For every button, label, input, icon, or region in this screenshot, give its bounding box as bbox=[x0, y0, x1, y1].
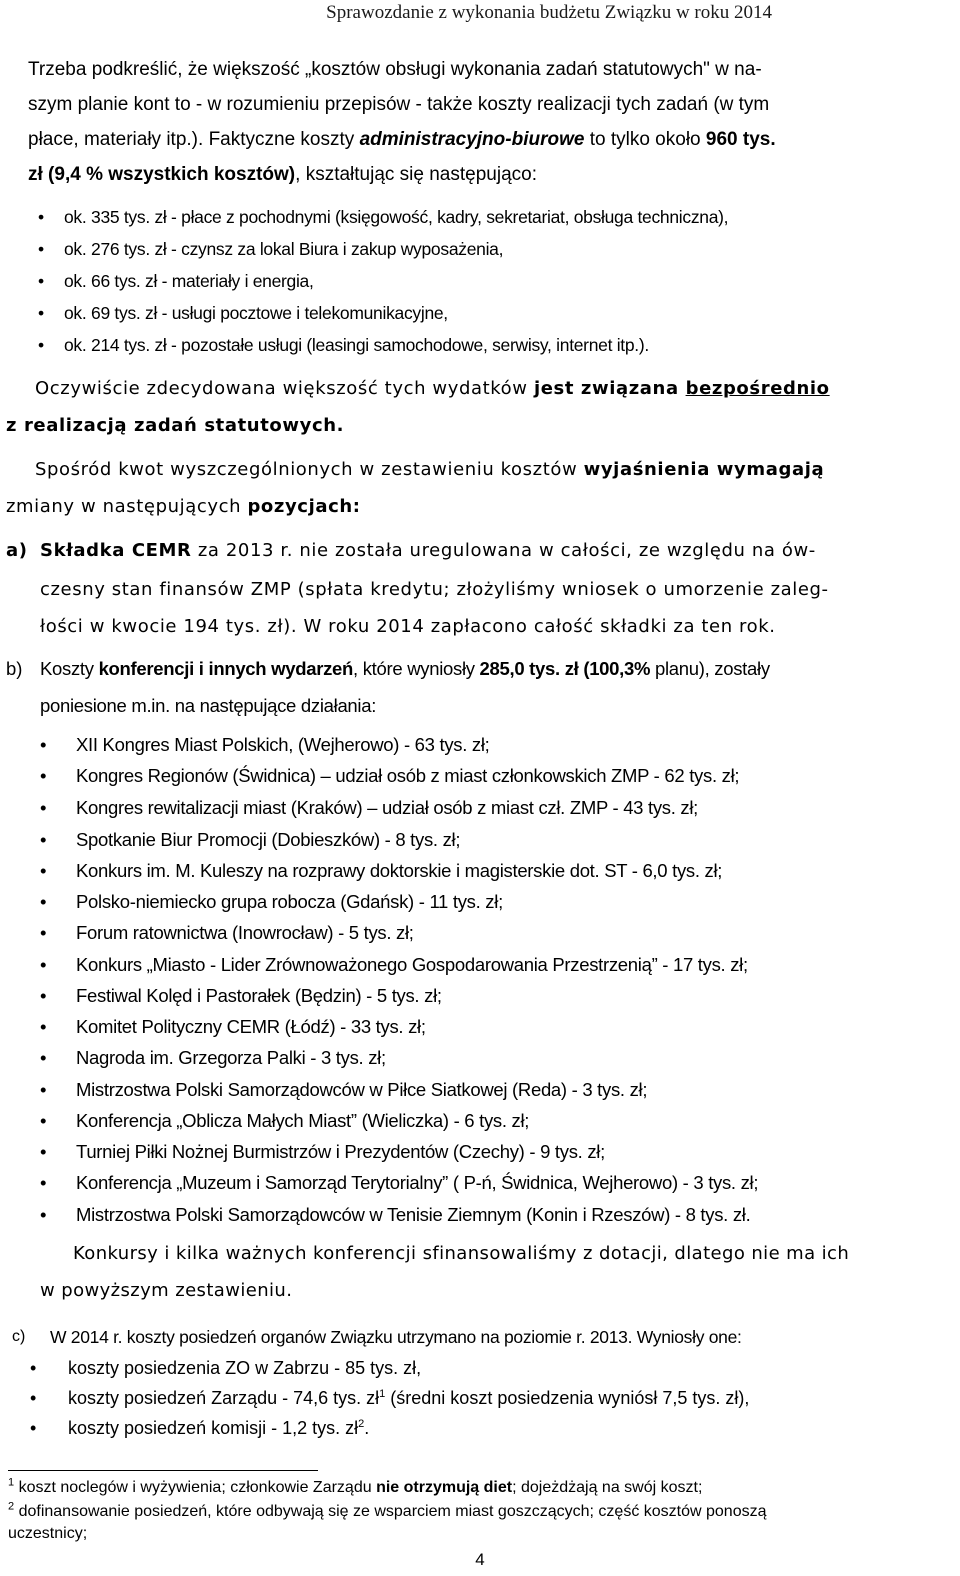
event-item: • Festiwal Kolęd i Pastorałek (Będzin) - 5 tys. zł; bbox=[40, 985, 442, 1006]
meeting-cost-text: koszty posiedzeń komisji - 1,2 tys. zł bbox=[68, 1418, 359, 1438]
cost-item: • ok. 69 tys. zł - usługi pocztowe i telekomunikacyjne, bbox=[38, 303, 448, 323]
konkursy-line-1: Konkursy i kilka ważnych konferencji sfinansowaliśmy z dotacji, dlatego nie ma ich bbox=[73, 1243, 850, 1264]
event-item: • Mistrzostwa Polski Samorządowców w Tenisie Ziemnym (Konin i Rzeszów) - 8 tys. zł. bbox=[40, 1204, 751, 1225]
footnote-number: 2 bbox=[8, 1500, 15, 1513]
footnote-text: dofinansowanie posiedzeń, które odbywają się ze wsparciem miast goszczących; część kosztów ponoszą bbox=[14, 1503, 767, 1520]
cost-item-text: ok. 276 tys. zł - czynsz za lokal Biura i zakup wyposażenia, bbox=[64, 239, 504, 259]
running-header bbox=[0, 0, 960, 24]
meeting-cost-item: • koszty posiedzeń Zarządu - 74,6 tys. $zł^1$ (średni koszt posiedzenia wyniósł 7,5 tys. zł), bbox=[30, 1388, 750, 1408]
event-text: Festiwal Kolęd i Pastorałek (Będzin) - 5 tys. zł; bbox=[76, 985, 442, 1006]
footnote-2 bbox=[8, 1501, 948, 1523]
intro-amount: zł (9,4 % bbox=[28, 164, 109, 185]
running-header-text: Sprawozdanie z wykonania budżetu Związku w roku 2014 bbox=[326, 2, 772, 23]
intro-text: płace, materiały itp.). Faktyczne koszty bbox=[28, 129, 360, 150]
footnote-number: 1 bbox=[8, 1476, 15, 1489]
item-b-amount: 285,0 tys. zł (100,3% bbox=[479, 658, 651, 679]
event-item: • XII Kongres Miast Polskich, (Wejherowo) - 63 tys. zł; bbox=[40, 734, 490, 755]
event-text: XII Kongres Miast Polskich, (Wejherowo) - 63 tys. zł; bbox=[76, 734, 490, 755]
event-text: Mistrzostwa Polski Samorządowców w Tenisie Ziemnym (Konin i Rzeszów) - 8 tys. zł. bbox=[76, 1204, 751, 1225]
item-c-label: c) bbox=[12, 1328, 26, 1345]
event-item: • Turniej Piłki Nożnej Burmistrzów i Prezydentów (Czechy) - 9 tys. zł; bbox=[40, 1141, 605, 1162]
footnote-text: koszt noclegów i wyżywienia; członkowie Zarządu bbox=[14, 1479, 377, 1496]
intro-text: , kształtując się następująco: bbox=[295, 164, 537, 185]
event-text: Komitet Polityczny CEMR (Łódź) - 33 tys. zł; bbox=[76, 1016, 426, 1037]
event-text: Konferencja „Oblicza Małych Miast” (Wieliczka) - 6 tys. zł; bbox=[76, 1110, 530, 1131]
item-c-text: W 2014 r. koszty posiedzeń organów Związku utrzymano na poziomie r. 2013. Wyniosły one: bbox=[50, 1327, 742, 1347]
meeting-cost-text: koszty posiedzeń Zarządu - 74,6 tys. zł bbox=[68, 1388, 380, 1408]
intro-line-4 bbox=[28, 159, 938, 191]
cost-item: • ok. 335 tys. zł - płace z pochodnymi (księgowość, kadry, sekretariat, obsługa techniczna), bbox=[38, 207, 729, 227]
event-text: Mistrzostwa Polski Samorządowców w Piłce Siatkowej (Reda) - 3 tys. zł; bbox=[76, 1079, 648, 1100]
para2-emphasis: jest związana bbox=[533, 378, 686, 399]
footnote-ref[interactable]: 1 bbox=[379, 1388, 386, 1400]
item-b-line-2: poniesione m.in. na następujące działania: bbox=[40, 695, 377, 716]
page-number: 4 bbox=[475, 1550, 485, 1569]
para2-text: Oczywiście zdecydowana większość tych wydatków bbox=[35, 378, 534, 399]
para3-emphasis: pozycjach: bbox=[247, 496, 361, 517]
cost-item-text: ok. 69 tys. zł - usługi pocztowe i telekomunikacyjne, bbox=[64, 303, 448, 323]
item-b-line-1 bbox=[40, 653, 955, 685]
intro-line-3 bbox=[28, 124, 938, 156]
event-item: • Kongres rewitalizacji miast (Kraków) – udział osób z miast czł. ZMP - 43 tys. zł; bbox=[40, 797, 699, 818]
event-item: • Mistrzostwa Polski Samorządowców w Piłce Siatkowej (Reda) - 3 tys. zł; bbox=[40, 1079, 648, 1100]
event-item: • Nagroda im. Grzegorza Palki - 3 tys. zł; bbox=[40, 1047, 386, 1068]
para3-line-2 bbox=[6, 491, 916, 523]
meeting-cost-text: (średni koszt posiedzenia wyniósł 7,5 tys. zł), bbox=[385, 1388, 750, 1408]
intro-emphasis: administracyjno-biurowe bbox=[359, 129, 585, 150]
event-text: Spotkanie Biur Promocji (Dobieszków) - 8 tys. zł; bbox=[76, 829, 461, 850]
event-text: Turniej Piłki Nożnej Burmistrzów i Prezydentów (Czechy) - 9 tys. zł; bbox=[76, 1141, 605, 1162]
item-a-text: za 2013 r. nie została uregulowana w całości, ze względu na ów- bbox=[191, 540, 816, 561]
item-a-line-1 bbox=[40, 535, 955, 567]
event-item: • Kongres Regionów (Świdnica) – udział osób z miast członkowskich ZMP - 62 tys. zł; bbox=[40, 765, 740, 786]
footnote-2-cont: uczestnicy; bbox=[8, 1525, 88, 1542]
item-b-emphasis: konferencji i innych wydarzeń bbox=[98, 658, 354, 679]
event-text: Forum ratownictwa (Inowrocław) - 5 tys. zł; bbox=[76, 922, 414, 943]
item-b-text: , które wyniosły bbox=[353, 658, 480, 679]
para3-line-1 bbox=[35, 454, 950, 486]
meeting-cost-item: • koszty posiedzenia ZO w Zabrzu - 85 tys. zł, bbox=[30, 1358, 422, 1378]
item-b-text: planu), zostały bbox=[650, 658, 770, 679]
event-item: • Konkurs im. M. Kuleszy na rozprawy doktorskie i magisterskie dot. ST - 6,0 tys. zł; bbox=[40, 860, 723, 881]
event-item: • Polsko-niemiecko grupa robocza (Gdańsk) - 11 tys. zł; bbox=[40, 891, 503, 912]
item-b-label: b) bbox=[6, 658, 23, 679]
footnote-1 bbox=[8, 1477, 948, 1499]
para3-text: Spośród kwot wyszczególnionych w zestawieniu kosztów bbox=[35, 459, 584, 480]
item-b-text: Koszty bbox=[40, 658, 99, 679]
intro-amount: 960 tys. bbox=[705, 129, 776, 150]
meeting-cost-text: koszty posiedzenia ZO w Zabrzu - 85 tys. zł, bbox=[68, 1358, 422, 1378]
cost-item: • ok. 276 tys. zł - czynsz za lokal Biura i zakup wyposażenia, bbox=[38, 239, 504, 259]
event-item: • Spotkanie Biur Promocji (Dobieszków) - 8 tys. zł; bbox=[40, 829, 461, 850]
footnote-separator bbox=[8, 1470, 318, 1471]
event-text: Kongres rewitalizacji miast (Kraków) – udział osób z miast czł. ZMP - 43 tys. zł; bbox=[76, 797, 699, 818]
event-text: Nagroda im. Grzegorza Palki - 3 tys. zł; bbox=[76, 1047, 386, 1068]
meeting-cost-item: • koszty posiedzeń komisji - 1,2 tys. $zł^2$. bbox=[30, 1418, 370, 1438]
para2-line-2 bbox=[6, 410, 916, 442]
footnote-ref[interactable]: 2 bbox=[358, 1418, 365, 1430]
footnote-text: ; dojeżdżają na swój koszt; bbox=[512, 1479, 703, 1496]
para3-emphasis: wyjaśnienia wymagają bbox=[583, 459, 825, 480]
intro-text: to tylko około bbox=[584, 129, 706, 150]
cost-item: • ok. 66 tys. zł - materiały i energia, bbox=[38, 271, 314, 291]
intro-line-1: Trzeba podkreślić, że większość „kosztów obsługi wykonania zadań statutowych" w na- bbox=[28, 59, 762, 80]
event-item: • Konferencja „Muzeum i Samorząd Terytorialny” ( P-ń, Świdnica, Wejherowo) - 3 tys. zł; bbox=[40, 1172, 759, 1193]
intro-emphasis: wszystkich kosztów) bbox=[108, 164, 296, 185]
event-text: Konferencja „Muzeum i Samorząd Terytorialny” ( P-ń, Świdnica, Wejherowo) - 3 tys. zł; bbox=[76, 1172, 759, 1193]
item-a-line-2: czesny stan finansów ZMP (spłata kredytu; złożyliśmy wniosek o umorzenie zaleg- bbox=[40, 579, 829, 600]
cost-item-text: ok. 66 tys. zł - materiały i energia, bbox=[64, 271, 314, 291]
para2-emphasis: z realizacją zadań statutowych. bbox=[6, 415, 345, 436]
event-text: Polsko-niemiecko grupa robocza (Gdańsk) - 11 tys. zł; bbox=[76, 891, 503, 912]
item-a-marker: a) bbox=[6, 540, 28, 561]
para2-line-1 bbox=[35, 373, 950, 405]
event-item: • Forum ratownictwa (Inowrocław) - 5 tys. zł; bbox=[40, 922, 414, 943]
intro-line-2: szym planie kont to - w rozumieniu przepisów - także koszty realizacji tych zadań (w tym bbox=[28, 94, 770, 115]
event-text: Kongres Regionów (Świdnica) – udział osób z miast członkowskich ZMP - 62 tys. zł; bbox=[76, 765, 740, 786]
cost-item-text: ok. 214 tys. zł - pozostałe usługi (leasingi samochodowe, serwisy, internet itp.). bbox=[64, 335, 649, 355]
meeting-cost-text: . bbox=[364, 1418, 370, 1438]
event-text: Konkurs im. M. Kuleszy na rozprawy doktorskie i magisterskie dot. ST - 6,0 tys. zł; bbox=[76, 860, 723, 881]
para3-text: zmiany w następujących bbox=[6, 496, 248, 517]
event-item: • Komitet Polityczny CEMR (Łódź) - 33 tys. zł; bbox=[40, 1016, 426, 1037]
cost-item-text: ok. 335 tys. zł - płace z pochodnymi (księgowość, kadry, sekretariat, obsługa techniczna), bbox=[64, 207, 729, 227]
cost-item: • ok. 214 tys. zł - pozostałe usługi (leasingi samochodowe, serwisy, internet itp.). bbox=[38, 335, 649, 355]
item-a-title: Składka CEMR bbox=[40, 540, 192, 561]
para2-underlined: bezpośrednio bbox=[685, 378, 830, 399]
event-item: • Konferencja „Oblicza Małych Miast” (Wieliczka) - 6 tys. zł; bbox=[40, 1110, 530, 1131]
footnote-emphasis: nie otrzymują diet bbox=[376, 1479, 513, 1496]
event-item: • Konkurs „Miasto - Lider Zrównoważonego Gospodarowania Przestrzenią” - 17 tys. zł; bbox=[40, 954, 748, 975]
event-text: Konkurs „Miasto - Lider Zrównoważonego Gospodarowania Przestrzenią” - 17 tys. zł; bbox=[76, 954, 748, 975]
konkursy-line-2: w powyższym zestawieniu. bbox=[40, 1280, 293, 1301]
item-a-line-3: łości w kwocie 194 tys. zł). W roku 2014 zapłacono całość składki za ten rok. bbox=[40, 616, 776, 637]
